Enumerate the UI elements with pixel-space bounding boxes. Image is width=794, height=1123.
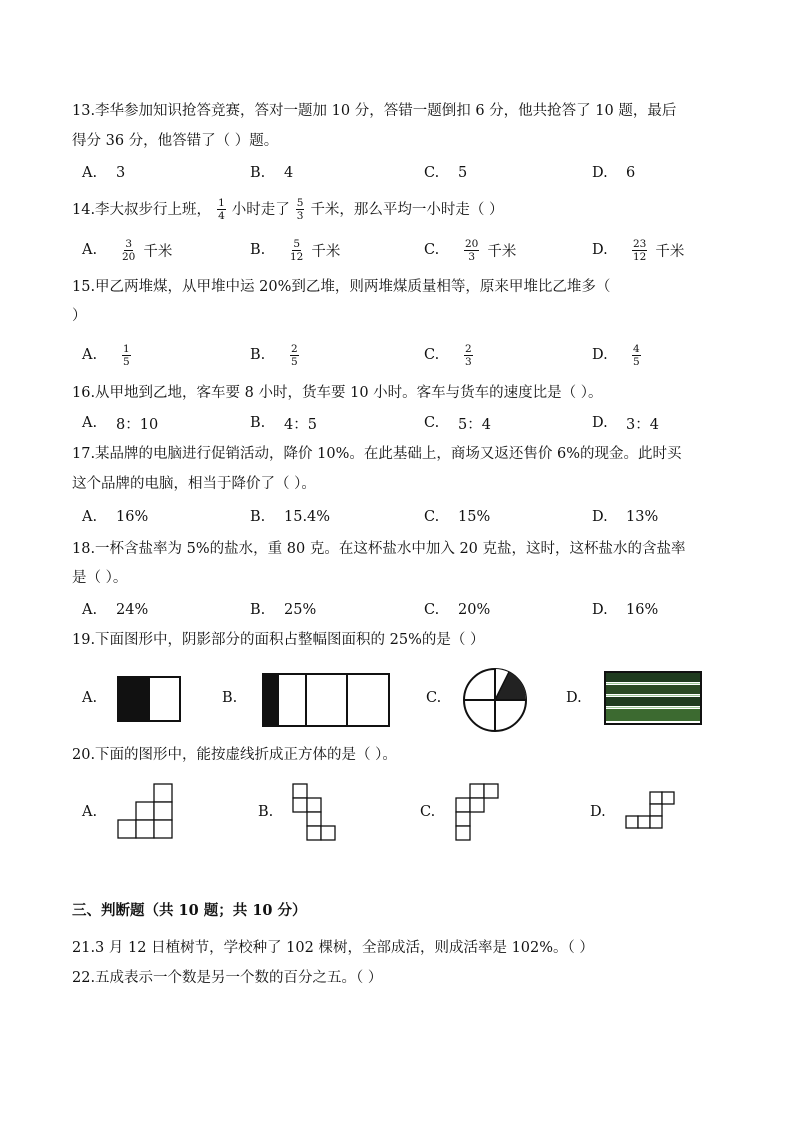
figure-label-b[interactable]: B. — [258, 804, 274, 820]
shaded-rectangle-half-figure — [116, 675, 182, 723]
question-17-line-2: 这个品牌的电脑，相当于降价了（ ）。 — [72, 476, 316, 492]
figure-label-c[interactable]: C. — [426, 690, 442, 706]
fraction: $\frac{1}{4}$ — [218, 197, 225, 222]
question-20-line-1: 20.下面的图形中，能按虚线折成正方体的是（ ）。 — [72, 747, 397, 763]
option-b[interactable]: B. 15.4% — [250, 509, 331, 525]
question-19-line-1: 19.下面图形中，阴影部分的面积占整幅图面积的 25%的是（ ） — [72, 632, 485, 648]
question-15-line-2: ） — [72, 308, 87, 324]
option-d[interactable]: D. $\frac{23}{12}$ 千米 — [592, 237, 685, 263]
question-16-line-1: 16.从甲地到乙地，客车要 8 小时，货车要 10 小时。客车与货车的速度比是（ ）。 — [72, 385, 603, 401]
question-14-options — [72, 238, 732, 262]
question-18-line-1: 18.一杯含盐率为 5%的盐水，重 80 克。在这杯盐水中加入 20 克盐，这时，这杯盐水的含盐率 — [72, 541, 686, 557]
option-a[interactable]: A. 24% — [82, 602, 149, 618]
option-c[interactable]: C. 20% — [424, 602, 491, 618]
figure-label-d[interactable]: D. — [590, 804, 606, 820]
question-18-options — [72, 598, 732, 622]
question-14-line-1: 14.李大叔步行上班， $\frac{1}{4}$ 小时走了 $\frac{5}{3}$ 千米，那么平均一小时走（ ） — [72, 197, 504, 222]
option-b[interactable]: B. 4 — [250, 165, 294, 181]
option-d[interactable]: D. 16% — [592, 602, 659, 618]
shaded-strip-quarter-figure — [261, 672, 391, 728]
shaded-circle-figure — [461, 666, 529, 734]
question-15-options — [72, 343, 732, 367]
question-13-line-1: 13.李华参加知识抢答竞赛，答对一题加 10 分，答错一题倒扣 6 分，他共抢答了 10 题，最后 — [72, 103, 677, 119]
question-16-options — [72, 411, 732, 435]
shaded-stripes-figure — [603, 670, 703, 726]
option-c[interactable]: C. 5：4 — [424, 415, 491, 433]
question-13-options — [72, 161, 732, 185]
figure-label-c[interactable]: C. — [420, 804, 436, 820]
figure-label-d[interactable]: D. — [566, 690, 582, 706]
question-17-options — [72, 505, 732, 529]
fraction: $\frac{5}{3}$ — [296, 197, 304, 222]
option-c[interactable]: C. 15% — [424, 509, 491, 525]
option-c[interactable]: C. 5 — [424, 165, 468, 181]
cube-net-b-figure — [291, 782, 341, 844]
figure-label-a[interactable]: A. — [82, 804, 98, 820]
option-c[interactable]: C. $\frac{2}{3}$ — [424, 342, 472, 368]
figure-label-b[interactable]: B. — [222, 690, 238, 706]
question-13-line-2: 得分 36 分，他答错了（ ）题。 — [72, 133, 279, 149]
question-21-line-1: 21.3 月 12 日植树节，学校种了 102 棵树，全部成活，则成活率是 102%。（ ） — [72, 940, 594, 956]
option-d[interactable]: D. 13% — [592, 509, 659, 525]
section-title: 三、判断题（共 10 题；共 10 分） — [72, 902, 307, 919]
option-a[interactable]: A. $\frac{3}{20}$ 千米 — [82, 237, 173, 263]
question-15-line-1: 15.甲乙两堆煤，从甲堆中运 20%到乙堆，则两堆煤质量相等，原来甲堆比乙堆多（ — [72, 279, 611, 295]
question-22-line-1: 22.五成表示一个数是另一个数的百分之五。（ ） — [72, 970, 383, 986]
option-a[interactable]: A. $\frac{1}{5}$ — [82, 342, 130, 368]
option-d[interactable]: D. 6 — [592, 165, 636, 181]
question-17-line-1: 17.某品牌的电脑进行促销活动，降价 10%。在此基础上，商场又返还售价 6%的现金。此时买 — [72, 446, 682, 462]
option-a[interactable]: A. 8：10 — [82, 415, 159, 433]
option-c[interactable]: C. $\frac{20}{3}$ 千米 — [424, 237, 517, 263]
figure-label-a[interactable]: A. — [82, 690, 98, 706]
option-b[interactable]: B. 4：5 — [250, 415, 317, 433]
cube-net-d-figure — [624, 790, 680, 834]
option-d[interactable]: D. $\frac{4}{5}$ — [592, 342, 640, 368]
cube-net-c-figure — [454, 782, 504, 842]
cube-net-a-figure — [116, 782, 176, 842]
question-18-line-2: 是（ ）。 — [72, 570, 128, 586]
option-b[interactable]: B. 25% — [250, 602, 317, 618]
option-a[interactable]: A. 3 — [82, 165, 126, 181]
option-d[interactable]: D. 3：4 — [592, 415, 659, 433]
option-a[interactable]: A. 16% — [82, 509, 149, 525]
option-b[interactable]: B. $\frac{5}{12}$ 千米 — [250, 237, 341, 263]
option-b[interactable]: B. $\frac{2}{5}$ — [250, 342, 298, 368]
